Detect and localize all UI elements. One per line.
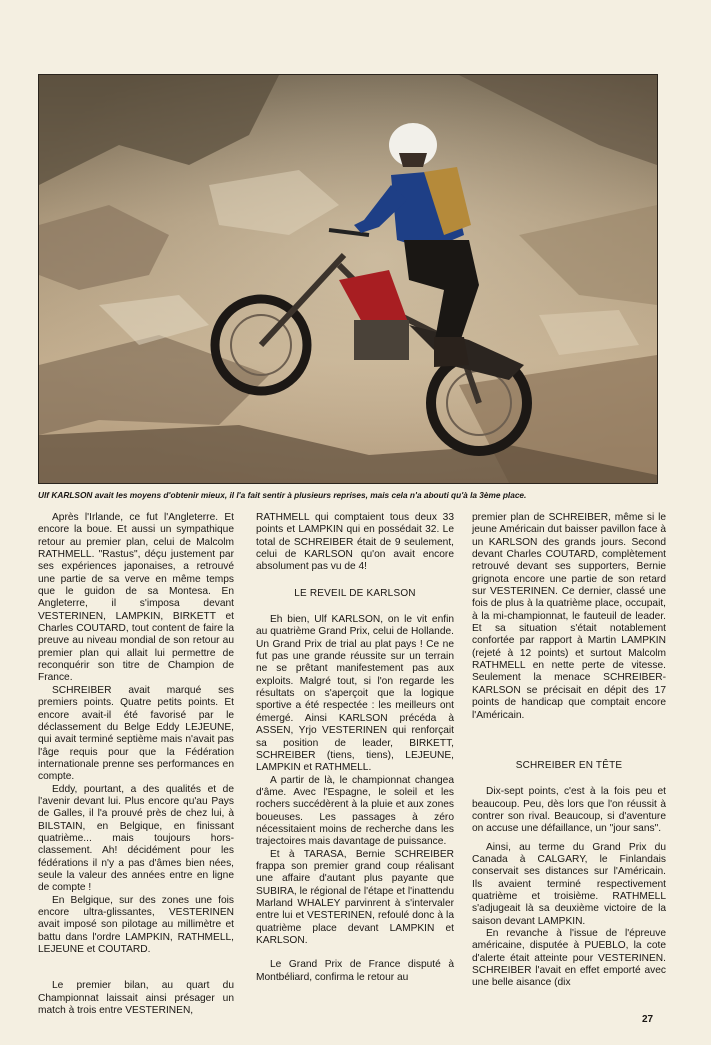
paragraph: Le Grand Prix de France disputé à Montbéliard, confirma le retour au [256,959,454,983]
paragraph: Ainsi, au terme du Grand Prix du Canada à CALGARY, le Finlandais conservait ses distances sur l'Américain. Ils avaient terminé respectivement quatrième et troisième. RATHMELL s'adjugeait là sa deuxième victoire de la saison devant LAMPKIN. [472,841,666,927]
spacer [38,968,234,980]
paragraph: En Belgique, sur des zones une fois encore ultra-glissantes, VESTERINEN avait imposé son pilotage au millimètre et battu dans l'ordre LAMPKIN, RATHMELL, LEJEUNE et COUTARD. [38,894,234,956]
paragraph: Eddy, pourtant, a des qualités et de l'avenir devant lui. Plus encore qu'au Pays de Galles, il l'a prouvé près de chez lui, à BILSTAIN, en Belgique, en finissant quatrième... mais toujours hors-classement. Ah! décidément pour les fédérations il n'y a pas d'âmes bien nées, seule la valeur des années entre en ligne de compte ! [38,783,234,894]
paragraph: premier plan de SCHREIBER, même si le jeune Américain dut baisser pavillon face à un KARLSON des grands jours. Second devant Charles COUTARD, complètement retrouvé devant ses supporters, Bernie grignota encore une partie de son retard sur VESTERINEN. Ce dernier, classé une fois de plus à la quatrième place, occupait, à la mi-championnat, le fauteuil de leader. Et sa situation s'était notablement confortée par rapport à Martin LAMPKIN (rejeté à 12 points) et surtout Malcolm RATHMELL en nette perte de vitesse. Seulement la menace SCHREIBER-KARLSON se précisait en dépit des 17 points de handicap que comptait encore l'Américain. [472,512,666,721]
section-heading: LE REVEIL DE KARLSON [294,587,416,599]
spacer [472,722,666,734]
paragraph: A partir de là, le championnat changea d'âme. Avec l'Espagne, le soleil et les rochers succédèrent à la pluie et aux zones boueuses. Les passages à zéro nécessitaient moins de recherche dans les trajectoires mais davantage de puissance. [256,774,454,848]
page-number: 27 [642,1014,654,1025]
spacer [38,956,234,968]
paragraph: Et à TARASA, Bernie SCHREIBER frappa son premier grand coup réalisant une affaire d'autant plus payante que SUBIRA, le régional de l'étape et l'inattendu Marland WHALEY parvinrent à s'intervaler entre lui et VESTERINEN, refoulé donc à la quatrième place devant LAMPKIN et KARLSON. [256,848,454,946]
paragraph: Après l'Irlande, ce fut l'Angleterre. Et encore la boue. Et aussi un sympathique retour au premier plan, celui de Malcolm RATHMELL. "Rastus", déçu justement par ses expériences japonaises, a retrouvé une partie de sa verve en même temps que le guidon de sa Montesa. En Angleterre, il s'imposa devant VESTERINEN, LAMPKIN, BIRKETT et Charles COUTARD, tout content de faire la preuve au niveau mondial de son retour au premier plan qui allait lui permettre de reconquérir son titre de Champion de France. [38,512,234,684]
paragraph: Le premier bilan, au quart du Championnat laissait ainsi présager un match à trois entre VESTERINEN, [38,980,234,1017]
spacer [472,734,666,746]
article-column-3 [472,512,666,990]
trial-rider-photo [38,74,658,484]
paragraph: Dix-sept points, c'est à la fois peu et beaucoup. Peu, dès lors que l'on réussit à contrer son rival. Beaucoup, si d'aventure on accuse une défaillance, un "jour sans". [472,786,666,835]
paragraph: RATHMELL qui comptaient tous deux 33 points et LAMPKIN qui en possédait 32. Le total de SCHREIBER était de 9 seulement, celui de KARLSON qu'on avait encore absolument pas vu de 4! [256,512,454,573]
article-column-2 [256,512,454,984]
paragraph: En revanche à l'issue de l'épreuve américaine, disputée à PUEBLO, la cote d'alerte était atteinte pour VESTERINEN. SCHREIBER l'avait en effet emporté avec une belle aisance (dix [472,927,666,989]
section-heading: SCHREIBER EN TÊTE [515,759,623,771]
paragraph: Eh bien, Ulf KARLSON, on le vit enfin au quatrième Grand Prix, celui de Hollande. Un Grand Prix de trial au plat pays ! Ce ne fut pas une grande réussite sur un terrain ne se prêtant manifestement pas aux exploits. Malgré tout, si l'on regarde les résultats on s'aperçoit que la logique sportive a été respectée : les meilleurs ont émergé. Ainsi KARLSON précéda à ASSEN, Yrjo VESTERINEN qui renforçait sa position de leader, BIRKETT, SCHREIBER (tiens, tiens), LEJEUNE, LAMPKIN et RATHMELL. [256,614,454,774]
photo-illustration [39,75,657,483]
spacer [256,947,454,959]
photo-caption: Ulf KARLSON avait les moyens d'obtenir mieux, il l'a fait sentir à plusieurs reprises, mais cela n'a abouti qu'à la 3ème place. [38,490,527,500]
article-column-1 [38,512,234,1017]
paragraph: SCHREIBER avait marqué ses premiers points. Quatre petits points. Et encore avait-il été favorisé par le déclassement du Belge Eddy LEJEUNE, qui avait terminé septième mais n'avait pas l'âge requis pour que la Fédération internationale prenne ses performances en compte. [38,684,234,783]
